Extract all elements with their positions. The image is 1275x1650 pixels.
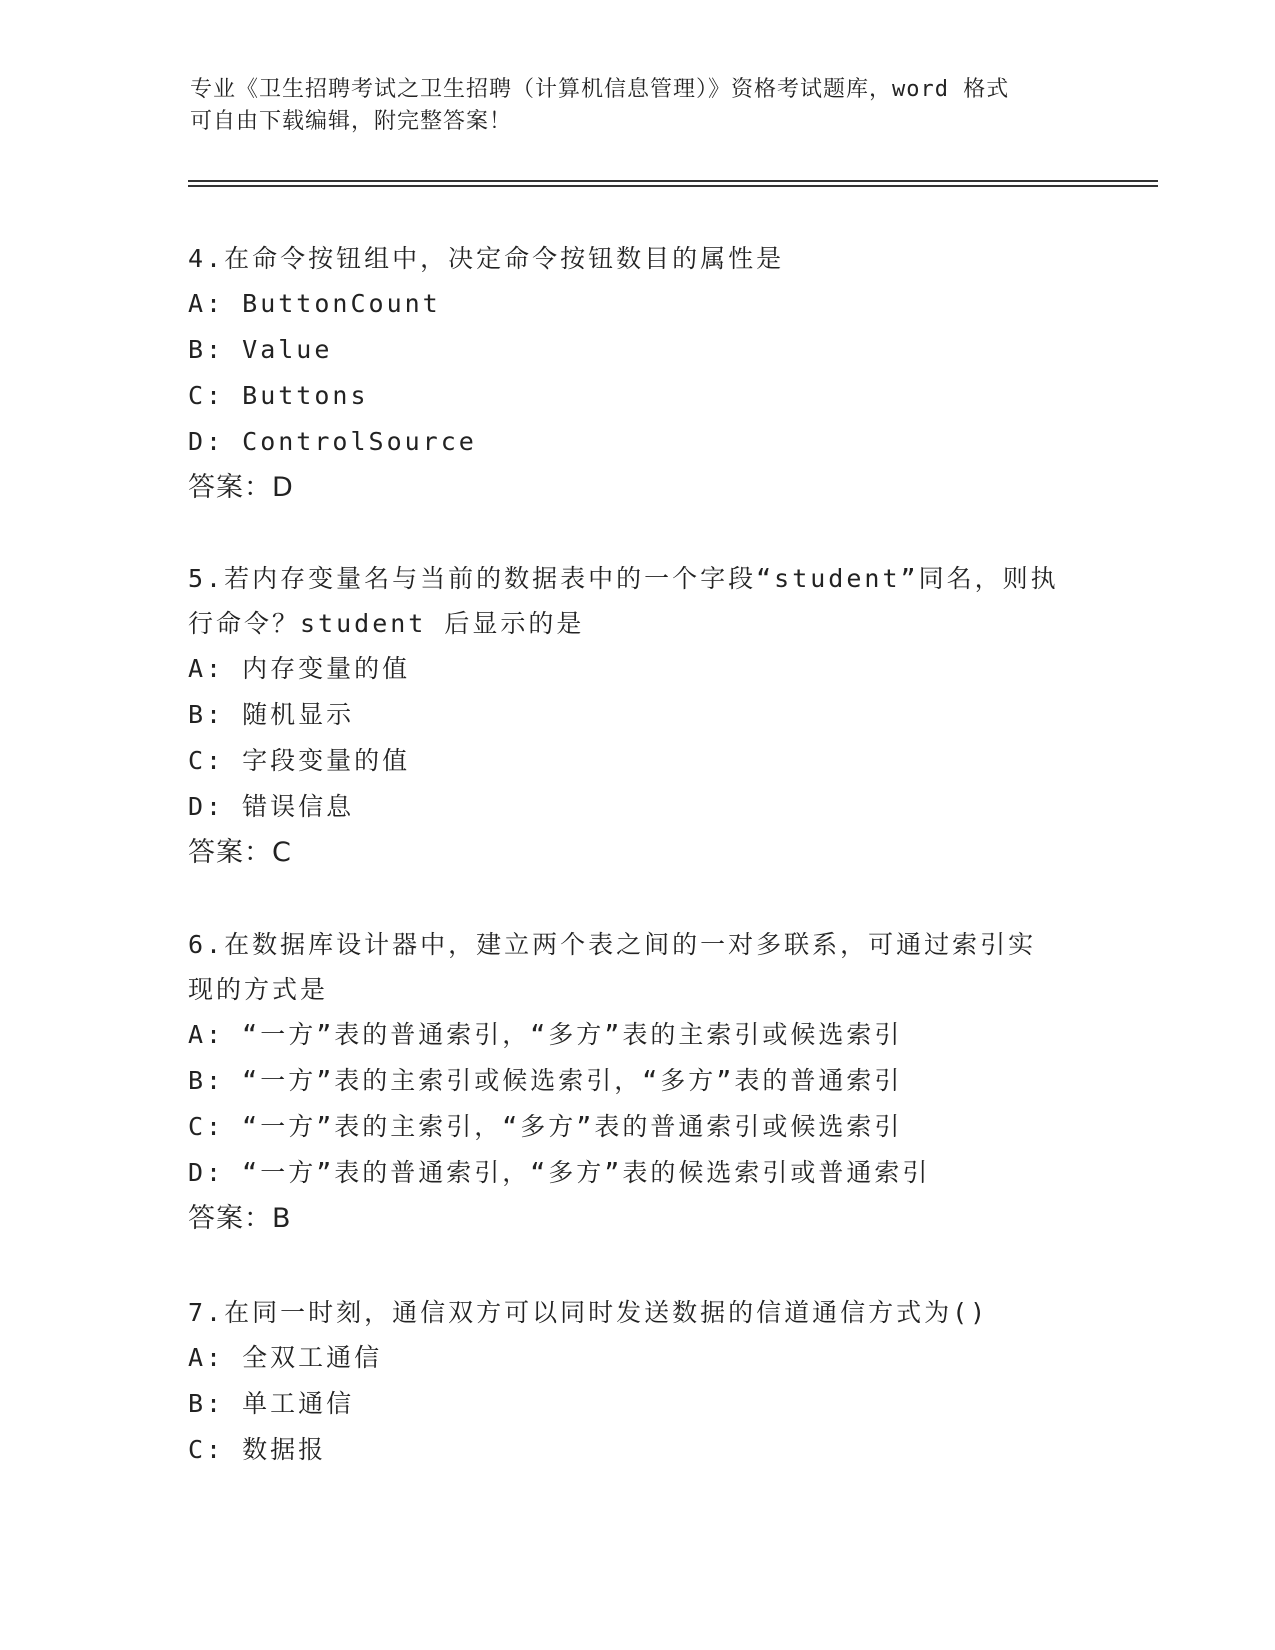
option-d: D: ControlSource bbox=[188, 427, 477, 456]
option-c: C: “一方”表的主索引，“多方”表的普通索引或候选索引 bbox=[188, 1112, 903, 1141]
option-b: B: 随机显示 bbox=[188, 700, 355, 729]
option-b: B: Value bbox=[188, 335, 333, 364]
answer-label: 答案：C bbox=[188, 837, 292, 868]
question-stem: 5.若内存变量名与当前的数据表中的一个字段“student”同名，则执 bbox=[188, 564, 1059, 593]
option-a: A: 全双工通信 bbox=[188, 1343, 383, 1372]
question-stem-continued: 现的方式是 bbox=[188, 975, 329, 1004]
question-stem: 4.在命令按钮组中，决定命令按钮数目的属性是 bbox=[188, 244, 785, 273]
option-a: A: “一方”表的普通索引，“多方”表的主索引或候选索引 bbox=[188, 1020, 903, 1049]
option-c: C: 数据报 bbox=[188, 1435, 327, 1464]
document-header bbox=[190, 74, 1090, 138]
answer-label: 答案：D bbox=[188, 472, 294, 503]
answer-label: 答案：B bbox=[188, 1203, 292, 1234]
option-c: C: 字段变量的值 bbox=[188, 746, 411, 775]
option-c: C: Buttons bbox=[188, 381, 369, 410]
question-stem: 7.在同一时刻，通信双方可以同时发送数据的信道通信方式为() bbox=[188, 1298, 989, 1327]
header-divider-bottom bbox=[188, 185, 1158, 187]
question-7 bbox=[188, 1290, 1088, 1473]
question-5 bbox=[188, 556, 1088, 876]
option-a: A: 内存变量的值 bbox=[188, 654, 411, 683]
question-stem: 6.在数据库设计器中，建立两个表之间的一对多联系，可通过索引实 bbox=[188, 930, 1037, 959]
option-b: B: 单工通信 bbox=[188, 1389, 355, 1418]
option-d: D: “一方”表的普通索引，“多方”表的候选索引或普通索引 bbox=[188, 1158, 931, 1187]
option-b: B: “一方”表的主索引或候选索引，“多方”表的普通索引 bbox=[188, 1066, 903, 1095]
header-line-2: 可自由下载编辑，附完整答案！ bbox=[190, 109, 513, 134]
header-line-1: 专业《卫生招聘考试之卫生招聘（计算机信息管理）》资格考试题库，word 格式 bbox=[190, 77, 1010, 102]
option-d: D: 错误信息 bbox=[188, 792, 355, 821]
question-4 bbox=[188, 236, 1088, 511]
question-stem-continued: 行命令？student 后显示的是 bbox=[188, 609, 585, 638]
option-a: A: ButtonCount bbox=[188, 289, 441, 318]
header-divider-top bbox=[188, 180, 1158, 182]
question-6 bbox=[188, 922, 1088, 1242]
